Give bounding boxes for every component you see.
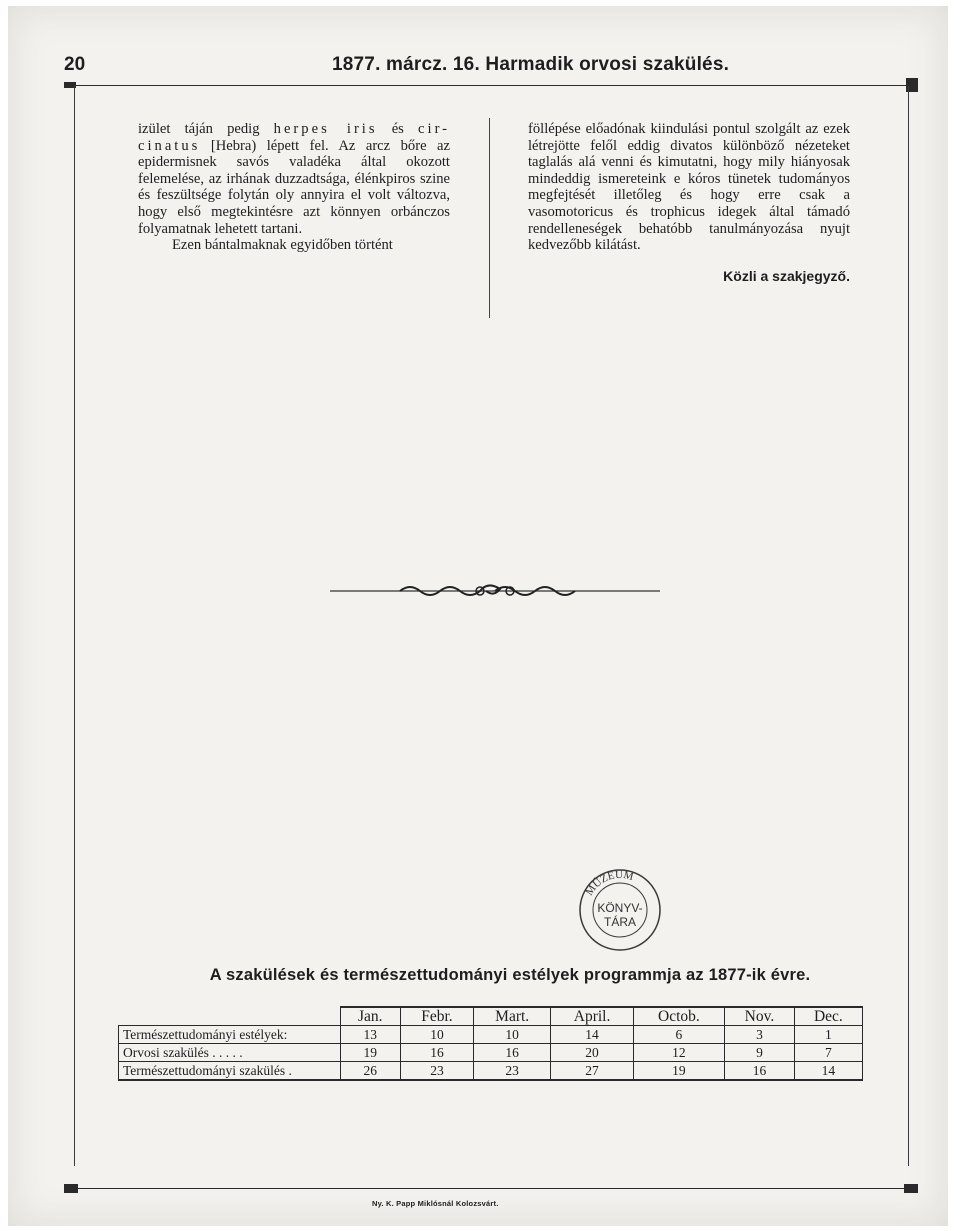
table-cell: 10 [473, 1026, 551, 1044]
left-paragraph-2: Ezen bántalmaknak egyidőben történt [172, 237, 393, 254]
month-header: Febr. [400, 1007, 473, 1026]
emphasized-term: herpes iris [273, 121, 378, 137]
table-cell: 16 [725, 1062, 795, 1081]
emphasized-term: cinatus [138, 137, 201, 154]
table-cell: 6 [633, 1026, 725, 1044]
frame-rule-top [76, 85, 912, 86]
table-cell: 10 [400, 1026, 473, 1044]
table-cell: 16 [473, 1044, 551, 1062]
table-row [119, 1044, 863, 1062]
left-paragraph-1 [138, 121, 450, 237]
frame-corner-bottom-left [64, 1184, 78, 1193]
program-title: A szakülések és természettudományi estélyek programmja az 1877-ik évre. [209, 966, 811, 984]
header-empty-cell [119, 1007, 341, 1026]
stamp-arc-text: MÚZEUM [583, 868, 635, 898]
printer-imprint: Ny. K. Papp Miklósnál Kolozsvárt. [372, 1199, 499, 1208]
page-number: 20 [64, 54, 86, 75]
table-cell: 23 [400, 1062, 473, 1081]
text-run: és [391, 121, 404, 137]
table-cell: 13 [340, 1026, 400, 1044]
program-table [118, 1006, 863, 1081]
table-cell: 14 [551, 1026, 633, 1044]
left-column [138, 121, 450, 254]
library-stamp [576, 866, 664, 954]
row-label: Természettudományi szakülés . [119, 1062, 341, 1081]
month-header: Nov. [725, 1007, 795, 1026]
table-cell: 20 [551, 1044, 633, 1062]
table-cell: 12 [633, 1044, 725, 1062]
table-cell: 14 [794, 1062, 862, 1081]
table-cell: 19 [633, 1062, 725, 1081]
month-header: Jan. [340, 1007, 400, 1026]
ornament-divider [330, 580, 660, 602]
frame-corner-bottom-right [904, 1184, 918, 1193]
table-row [119, 1026, 863, 1044]
table-cell: 3 [725, 1026, 795, 1044]
month-header: Mart. [473, 1007, 551, 1026]
table-cell: 19 [340, 1044, 400, 1062]
stamp-line-1: KÖNYV- [597, 901, 643, 915]
table-cell: 26 [340, 1062, 400, 1081]
signature: Közli a szakjegyző. [723, 267, 850, 284]
page-header [64, 54, 918, 82]
program-header-row [119, 1007, 863, 1026]
table-cell: 27 [551, 1062, 633, 1081]
table-cell: 9 [725, 1044, 795, 1062]
emphasized-term: cir- [418, 121, 450, 137]
stamp-line-2: TÁRA [603, 915, 637, 929]
right-column [528, 121, 850, 284]
column-divider [489, 118, 490, 318]
table-cell: 23 [473, 1062, 551, 1081]
frame-rule-bottom [74, 1188, 910, 1189]
month-header: Dec. [794, 1007, 862, 1026]
frame-rule-left [74, 86, 75, 1166]
row-label: Orvosi szakülés . . . . . [119, 1044, 341, 1062]
month-header: Octob. [633, 1007, 725, 1026]
frame-rule-right [908, 86, 909, 1166]
table-row [119, 1062, 863, 1081]
table-cell: 7 [794, 1044, 862, 1062]
running-head: 1877. márcz. 16. Harmadik orvosi szakülés. [332, 54, 730, 75]
right-paragraph-1: föllépése előadónak kiindulási pontul szolgált az ezek létrejötte felől eddig divatos különböző nézeteket taglalás alá venni és kimutatni, hogy mily hiányosak mindeddig ismereteink e kóros tünetek tudományos megfejtését illetőleg és hogy erre csak a vasomotoricus és trophicus idegek által támadó rendelleneségek behatóbb tanulmányozása nyujt kedvezőbb kilátást. [528, 121, 850, 254]
text-run: izület táján pedig [138, 121, 260, 137]
row-label: Természettudományi estélyek: [119, 1026, 341, 1044]
text-run: [Hebra) lépett fel. Az arcz bőre az epidermisnek savós valadéka által okozott felemelése, az irhának duzzadtsága, élénkpiros szine és feszültsége folytán oly annyira el volt változva, hogy első megtekintésre azt könnyen orbánczos folyamatnak lehetett tartani. [138, 137, 450, 237]
month-header: April. [551, 1007, 633, 1026]
table-cell: 1 [794, 1026, 862, 1044]
table-cell: 16 [400, 1044, 473, 1062]
